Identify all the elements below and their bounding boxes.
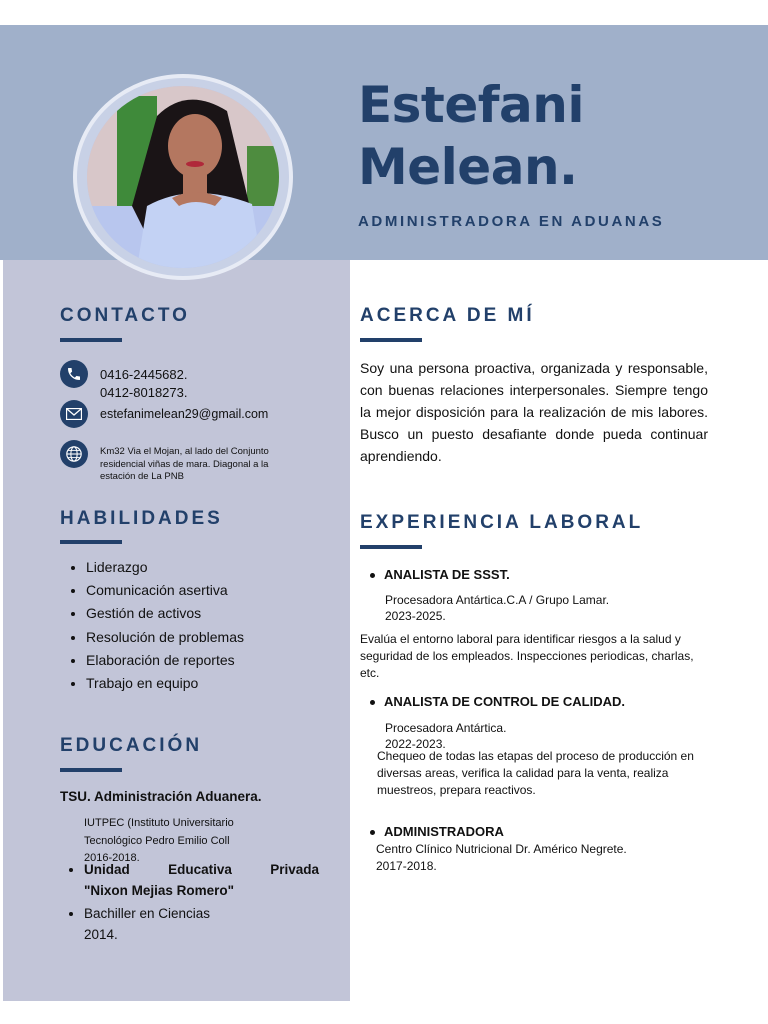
candidate-name xyxy=(358,74,584,198)
education-list xyxy=(58,859,319,881)
email-address[interactable]: estefanimelean29@gmail.com xyxy=(100,407,269,421)
bachiller-year: 2014. xyxy=(84,927,118,942)
job-description-1-line: Evalúa el entorno laboral para identificar riesgos a la salud y xyxy=(360,632,681,646)
skill-item: • Resolución de problemas xyxy=(86,626,244,649)
profile-photo-frame xyxy=(73,74,293,280)
skill-item: • Gestión de activos xyxy=(86,602,244,625)
job-description-1-line: etc. xyxy=(360,666,380,680)
job-period-2: 2022-2023. xyxy=(385,737,446,751)
skill-item: • Trabajo en equipo xyxy=(86,672,244,695)
education-underline xyxy=(60,768,122,772)
institution-line-3: 2016-2018. xyxy=(84,852,140,864)
address-line-1: Km32 Via el Mojan, al lado del Conjunto xyxy=(100,446,269,457)
job-period-1: 2023-2025. xyxy=(385,609,446,623)
phone-number-2[interactable]: 0412-8018273. xyxy=(100,385,188,400)
job-company-1: Procesadora Antártica.C.A / Grupo Lamar. xyxy=(385,593,610,607)
job-role: ADMINISTRADORA EN ADUANAS xyxy=(358,213,665,230)
contact-underline xyxy=(60,338,122,342)
phone-number-1[interactable]: 0416-2445682. xyxy=(100,367,188,382)
address-line-2: residencial viñas de mara. Diagonal a la xyxy=(100,458,269,470)
skill-item: • Comunicación asertiva xyxy=(86,579,244,602)
job-description-2-line: muestreos, prepara reactivos. xyxy=(377,783,536,797)
education-heading: EDUCACIÓN xyxy=(60,735,203,756)
job-company-3: Centro Clínico Nutricional Dr. Américo Negrete. xyxy=(376,842,627,856)
profile-photo-illustration xyxy=(87,86,279,268)
institution-line-1: IUTPEC (Instituto Universitario xyxy=(84,817,234,829)
globe-icon xyxy=(60,440,88,468)
experience-underline xyxy=(360,545,422,549)
job-company-2: Procesadora Antártica. xyxy=(385,721,507,735)
about-heading: ACERCA DE MÍ xyxy=(360,305,535,326)
job-title-1: ANALISTA DE SSST. xyxy=(360,567,510,582)
job-description-2 xyxy=(377,748,694,799)
skill-item: • Elaboración de reportes xyxy=(86,649,244,672)
institution-line-2: Tecnológico Pedro Emilio Coll xyxy=(84,834,230,847)
job-period-3: 2017-2018. xyxy=(376,859,437,873)
job-description-2-line: diversas areas, verifica la calidad para la venta, realiza xyxy=(377,766,669,780)
about-underline xyxy=(360,338,422,342)
phone-icon xyxy=(60,360,88,388)
first-name: Estefani xyxy=(358,76,584,134)
job-description-2-line: Chequeo de todas las etapas del proceso de producción en xyxy=(377,749,694,763)
job-description-1 xyxy=(360,631,694,682)
address-line-3: estación de La PNB xyxy=(100,471,184,482)
job-description-1-line: seguridad de los empleados. Inspecciones periodicas, charlas, xyxy=(360,649,694,663)
job-title-2: ANALISTA DE CONTROL DE CALIDAD. xyxy=(360,694,625,709)
experience-heading: EXPERIENCIA LABORAL xyxy=(360,512,644,533)
job-title-3: ADMINISTRADORA xyxy=(360,824,504,839)
contact-heading: CONTACTO xyxy=(60,305,190,326)
bachiller-item: • Bachiller en Ciencias xyxy=(84,903,210,925)
email-icon xyxy=(60,400,88,428)
education-degree: TSU. Administración Aduanera. xyxy=(60,789,262,804)
skills-underline xyxy=(60,540,122,544)
last-name: Melean. xyxy=(358,138,578,196)
skill-item: • Liderazgo xyxy=(86,556,244,579)
profile-photo xyxy=(87,86,279,268)
about-text: Soy una persona proactiva, organizada y responsable, con buenas relaciones interpersonales. Siempre tengo la mejor disposición para la realización de mis labores. Busco un puesto desafiante donde pueda continuar aprendiendo. xyxy=(360,360,708,464)
skills-list xyxy=(60,556,244,695)
school-line-1: • Unidad Educativa Privada xyxy=(84,859,319,881)
skills-heading: HABILIDADES xyxy=(60,508,223,529)
school-line-2: "Nixon Mejias Romero" xyxy=(84,883,235,898)
bachiller-list xyxy=(58,903,210,925)
